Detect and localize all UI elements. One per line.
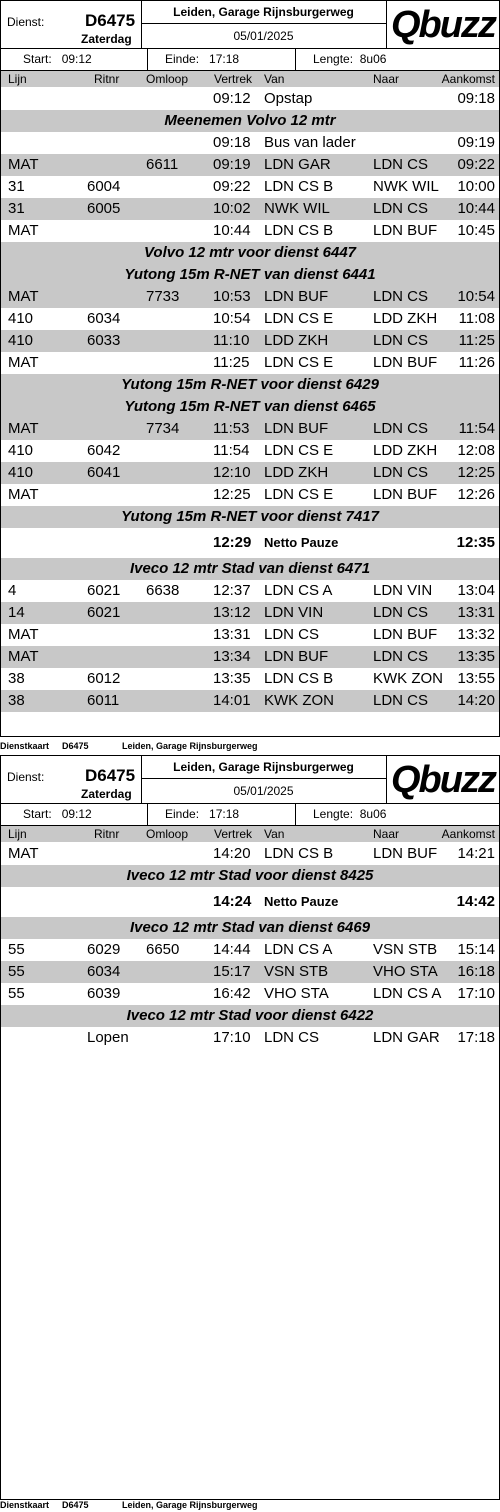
cell-vertrek: 12:10 <box>213 464 251 481</box>
col-aankomst: Aankomst <box>441 827 495 841</box>
cell-lijn: 55 <box>8 941 25 958</box>
cell-van: LDN BUF <box>264 648 329 665</box>
cell-vertrek: 14:20 <box>213 845 251 862</box>
cell-vertrek: 11:25 <box>213 354 250 371</box>
cell-omloop: 7733 <box>146 288 180 305</box>
trip-row <box>1 88 499 110</box>
cell-van: LDN CS B <box>264 670 334 687</box>
cell-van: LDN BUF <box>264 420 329 437</box>
trip-list <box>1 843 499 1049</box>
trip-row <box>1 308 499 330</box>
trip-row <box>1 462 499 484</box>
cell-naar: VSN STB <box>373 941 438 958</box>
cell-naar: LDN BUF <box>373 626 438 643</box>
cell-ritnr: 6012 <box>87 670 121 687</box>
cell-naar: LDN CS <box>373 464 429 481</box>
garage-location: Leiden, Garage Rijnsburgerweg <box>141 756 386 779</box>
cell-ritnr: 6039 <box>87 985 121 1002</box>
cell-aankomst: 11:25 <box>458 332 495 349</box>
cell-aankomst: 10:54 <box>457 288 495 305</box>
cell-vertrek: 13:12 <box>213 604 251 621</box>
cell-aankomst: 12:35 <box>456 534 495 551</box>
cell-ritnr: 6042 <box>87 442 121 459</box>
cell-vertrek: 11:53 <box>213 420 250 437</box>
cell-ritnr: 6034 <box>87 310 121 327</box>
cell-vertrek: 17:10 <box>213 1029 251 1046</box>
dienst-code: D6475 <box>85 11 136 30</box>
cell-van: LDN BUF <box>264 288 329 305</box>
cell-aankomst: 14:21 <box>457 845 495 862</box>
cell-vertrek: 09:18 <box>213 134 251 151</box>
shift-length: Lengte: 8u06 <box>313 807 387 821</box>
cell-lijn: MAT <box>8 222 39 239</box>
cell-van: LDN GAR <box>264 156 331 173</box>
cell-aankomst: 13:35 <box>457 648 495 665</box>
cell-vertrek: 14:44 <box>213 941 251 958</box>
trip-row <box>1 843 499 865</box>
qbuzz-logo: Qbuzz <box>391 4 495 46</box>
start-time: Start: 09:12 <box>23 52 92 66</box>
dienst-label: Dienst: <box>7 15 45 29</box>
cell-naar: LDN CS <box>373 604 429 621</box>
trip-row <box>1 154 499 176</box>
trip-row <box>1 330 499 352</box>
shift-times <box>1 49 499 71</box>
cell-naar: LDN CS <box>373 692 429 709</box>
cell-vertrek: 09:19 <box>213 156 251 173</box>
cell-aankomst: 09:18 <box>457 90 495 107</box>
col-vertrek: Vertrek <box>214 827 253 841</box>
card-header <box>1 1 499 49</box>
vehicle-banner: Iveco 12 mtr Stad voor dienst 6422 <box>1 1005 499 1027</box>
cell-naar: LDN BUF <box>373 354 438 371</box>
cell-omloop: 6650 <box>146 941 180 958</box>
times-divider <box>147 804 148 825</box>
cell-lijn: 410 <box>8 310 34 327</box>
cell-vertrek: 12:25 <box>213 486 251 503</box>
cell-ritnr: 6033 <box>87 332 121 349</box>
cell-naar: NWK WIL <box>373 178 439 195</box>
cell-naar: LDD ZKH <box>373 442 438 459</box>
col-vertrek: Vertrek <box>214 72 253 86</box>
col-naar: Naar <box>373 827 400 841</box>
cell-van: Bus van lader <box>264 134 356 151</box>
column-header <box>1 71 499 88</box>
cell-aankomst: 12:25 <box>457 464 495 481</box>
dienst-label: Dienst: <box>7 770 45 784</box>
cell-aankomst: 09:22 <box>457 156 495 173</box>
cell-aankomst: 13:55 <box>457 670 495 687</box>
times-divider <box>295 804 296 825</box>
trip-row <box>1 176 499 198</box>
cell-vertrek: 16:42 <box>213 985 251 1002</box>
cell-aankomst: 11:26 <box>458 354 495 371</box>
qbuzz-logo: Qbuzz <box>391 759 495 801</box>
cell-lijn: 38 <box>8 670 25 687</box>
trip-row <box>1 440 499 462</box>
cell-ritnr: Lopen <box>87 1029 129 1046</box>
col-van: Van <box>264 72 285 86</box>
cell-aankomst: 17:18 <box>457 1029 495 1046</box>
cell-van: LDN CS E <box>264 310 334 327</box>
vehicle-banner: Yutong 15m R-NET voor dienst 7417 <box>1 506 499 528</box>
cell-vertrek: 14:01 <box>213 692 251 709</box>
cell-van: LDN CS A <box>264 941 333 958</box>
cell-van: LDN CS B <box>264 222 334 239</box>
cell-lijn: 55 <box>8 963 25 980</box>
col-aankomst: Aankomst <box>441 72 495 86</box>
trip-row <box>1 668 499 690</box>
cell-lijn: MAT <box>8 845 39 862</box>
shift-times <box>1 804 499 826</box>
cell-aankomst: 11:54 <box>458 420 495 437</box>
shift-length: Lengte: 8u06 <box>313 52 387 66</box>
cell-aankomst: 12:26 <box>457 486 495 503</box>
cell-van: LDN CS A <box>264 582 333 599</box>
trip-row <box>1 220 499 242</box>
cell-van: NWK WIL <box>264 200 330 217</box>
end-time: Einde: 17:18 <box>165 807 240 821</box>
cell-lijn: 31 <box>8 200 25 217</box>
cell-aankomst: 14:42 <box>456 893 495 910</box>
col-ritnr: Ritnr <box>94 72 120 86</box>
cell-naar: LDN CS <box>373 200 429 217</box>
cell-aankomst: 11:08 <box>458 310 495 327</box>
cell-van: LDN CS B <box>264 845 334 862</box>
dienstkaart-page-1 <box>0 0 500 737</box>
cell-van: VSN STB <box>264 963 329 980</box>
cell-van: Netto Pauze <box>264 894 339 909</box>
trip-row <box>1 418 499 440</box>
cell-aankomst: 10:45 <box>457 222 495 239</box>
cell-vertrek: 14:24 <box>213 893 252 910</box>
trip-row <box>1 646 499 668</box>
cell-naar: LDN BUF <box>373 486 438 503</box>
cell-ritnr: 6021 <box>87 582 121 599</box>
cell-naar: LDD ZKH <box>373 310 438 327</box>
cell-van: Netto Pauze <box>264 535 339 550</box>
cell-lijn: 4 <box>8 582 17 599</box>
cell-lijn: MAT <box>8 288 39 305</box>
end-time: Einde: 17:18 <box>165 52 240 66</box>
cell-aankomst: 14:20 <box>457 692 495 709</box>
cell-lijn: MAT <box>8 486 39 503</box>
cell-vertrek: 10:53 <box>213 288 251 305</box>
dienst-date: 05/01/2025 <box>233 29 294 43</box>
pause-row <box>1 891 499 913</box>
cell-omloop: 6638 <box>146 582 180 599</box>
cell-vertrek: 11:54 <box>213 442 250 459</box>
col-naar: Naar <box>373 72 400 86</box>
trip-row <box>1 1027 499 1049</box>
cell-lijn: 410 <box>8 442 34 459</box>
cell-lijn: 55 <box>8 985 25 1002</box>
dienst-day: Zaterdag <box>81 787 132 801</box>
cell-van: LDN CS <box>264 1029 320 1046</box>
cell-vertrek: 12:37 <box>213 582 251 599</box>
cell-naar: LDN CS <box>373 648 429 665</box>
cell-naar: LDN CS <box>373 332 429 349</box>
vehicle-banner: Yutong 15m R-NET van dienst 6441 <box>1 264 499 286</box>
cell-naar: LDN CS A <box>373 985 442 1002</box>
trip-row <box>1 198 499 220</box>
cell-aankomst: 13:31 <box>457 604 495 621</box>
cell-lijn: MAT <box>8 626 39 643</box>
cell-naar: LDN VIN <box>373 582 433 599</box>
trip-row <box>1 132 499 154</box>
cell-naar: LDN BUF <box>373 845 438 862</box>
cell-van: VHO STA <box>264 985 329 1002</box>
cell-vertrek: 10:02 <box>213 200 251 217</box>
times-divider <box>295 49 296 70</box>
pause-row <box>1 532 499 554</box>
cell-van: LDN CS B <box>264 178 334 195</box>
cell-lijn: 410 <box>8 332 34 349</box>
trip-row <box>1 961 499 983</box>
cell-vertrek: 11:10 <box>213 332 250 349</box>
cell-lijn: MAT <box>8 648 39 665</box>
cell-omloop: 7734 <box>146 420 180 437</box>
times-divider <box>147 49 148 70</box>
cell-naar: LDN CS <box>373 288 429 305</box>
cell-lijn: 31 <box>8 178 25 195</box>
trip-row <box>1 690 499 712</box>
cell-vertrek: 13:31 <box>213 626 251 643</box>
trip-row <box>1 352 499 374</box>
cell-aankomst: 13:04 <box>457 582 495 599</box>
cell-naar: LDN GAR <box>373 1029 440 1046</box>
cell-aankomst: 13:32 <box>457 626 495 643</box>
vehicle-banner: Meenemen Volvo 12 mtr <box>1 110 499 132</box>
cell-naar: VHO STA <box>373 963 438 980</box>
vehicle-banner: Yutong 15m R-NET van dienst 6465 <box>1 396 499 418</box>
cell-lijn: 410 <box>8 464 34 481</box>
cell-ritnr: 6029 <box>87 941 121 958</box>
cell-van: LDD ZKH <box>264 464 329 481</box>
dienst-code: D6475 <box>85 766 136 785</box>
cell-van: LDN CS E <box>264 442 334 459</box>
cell-van: KWK ZON <box>264 692 334 709</box>
col-ritnr: Ritnr <box>94 827 120 841</box>
cell-ritnr: 6004 <box>87 178 121 195</box>
cell-ritnr: 6034 <box>87 963 121 980</box>
trip-row <box>1 602 499 624</box>
cell-aankomst: 09:19 <box>457 134 495 151</box>
cell-vertrek: 10:54 <box>213 310 251 327</box>
vehicle-banner: Iveco 12 mtr Stad van dienst 6469 <box>1 917 499 939</box>
cell-vertrek: 09:12 <box>213 90 251 107</box>
trip-row <box>1 580 499 602</box>
trip-row <box>1 624 499 646</box>
cell-ritnr: 6041 <box>87 464 121 481</box>
col-omloop: Omloop <box>146 72 189 86</box>
cell-naar: KWK ZON <box>373 670 443 687</box>
cell-ritnr: 6005 <box>87 200 121 217</box>
trip-row <box>1 484 499 506</box>
cell-aankomst: 12:08 <box>457 442 495 459</box>
cell-vertrek: 13:35 <box>213 670 251 687</box>
vehicle-banner: Iveco 12 mtr Stad voor dienst 8425 <box>1 865 499 887</box>
cell-lijn: 38 <box>8 692 25 709</box>
cell-van: LDN CS E <box>264 354 334 371</box>
cell-van: LDD ZKH <box>264 332 329 349</box>
cell-aankomst: 16:18 <box>457 963 495 980</box>
cell-vertrek: 15:17 <box>213 963 251 980</box>
cell-aankomst: 17:10 <box>457 985 495 1002</box>
cell-lijn: MAT <box>8 420 39 437</box>
cell-lijn: 14 <box>8 604 25 621</box>
column-header <box>1 826 499 843</box>
trip-list <box>1 88 499 712</box>
col-lijn: Lijn <box>8 827 27 841</box>
cell-naar: LDN CS <box>373 420 429 437</box>
trip-row <box>1 286 499 308</box>
cell-aankomst: 15:14 <box>457 941 495 958</box>
cell-van: Opstap <box>264 90 313 107</box>
dienst-day: Zaterdag <box>81 32 132 46</box>
start-time: Start: 09:12 <box>23 807 92 821</box>
cell-ritnr: 6021 <box>87 604 121 621</box>
cell-lijn: MAT <box>8 156 39 173</box>
trip-row <box>1 983 499 1005</box>
cell-vertrek: 10:44 <box>213 222 251 239</box>
col-lijn: Lijn <box>8 72 27 86</box>
cell-van: LDN CS <box>264 626 320 643</box>
vehicle-banner: Iveco 12 mtr Stad van dienst 6471 <box>1 558 499 580</box>
vehicle-banner: Volvo 12 mtr voor dienst 6447 <box>1 242 499 264</box>
cell-vertrek: 12:29 <box>213 534 252 551</box>
cell-lijn: MAT <box>8 354 39 371</box>
cell-omloop: 6611 <box>146 156 179 173</box>
trip-row <box>1 939 499 961</box>
cell-van: LDN VIN <box>264 604 324 621</box>
cell-vertrek: 13:34 <box>213 648 251 665</box>
dienst-date: 05/01/2025 <box>233 784 294 798</box>
cell-aankomst: 10:44 <box>457 200 495 217</box>
cell-aankomst: 10:00 <box>457 178 495 195</box>
dienstkaart-page-2 <box>0 755 500 1500</box>
cell-naar: LDN CS <box>373 156 429 173</box>
cell-vertrek: 09:22 <box>213 178 251 195</box>
vehicle-banner: Yutong 15m R-NET voor dienst 6429 <box>1 374 499 396</box>
card-header <box>1 756 499 804</box>
cell-naar: LDN BUF <box>373 222 438 239</box>
col-van: Van <box>264 827 285 841</box>
col-omloop: Omloop <box>146 827 189 841</box>
garage-location: Leiden, Garage Rijnsburgerweg <box>141 1 386 24</box>
cell-van: LDN CS E <box>264 486 334 503</box>
cell-ritnr: 6011 <box>87 692 120 709</box>
